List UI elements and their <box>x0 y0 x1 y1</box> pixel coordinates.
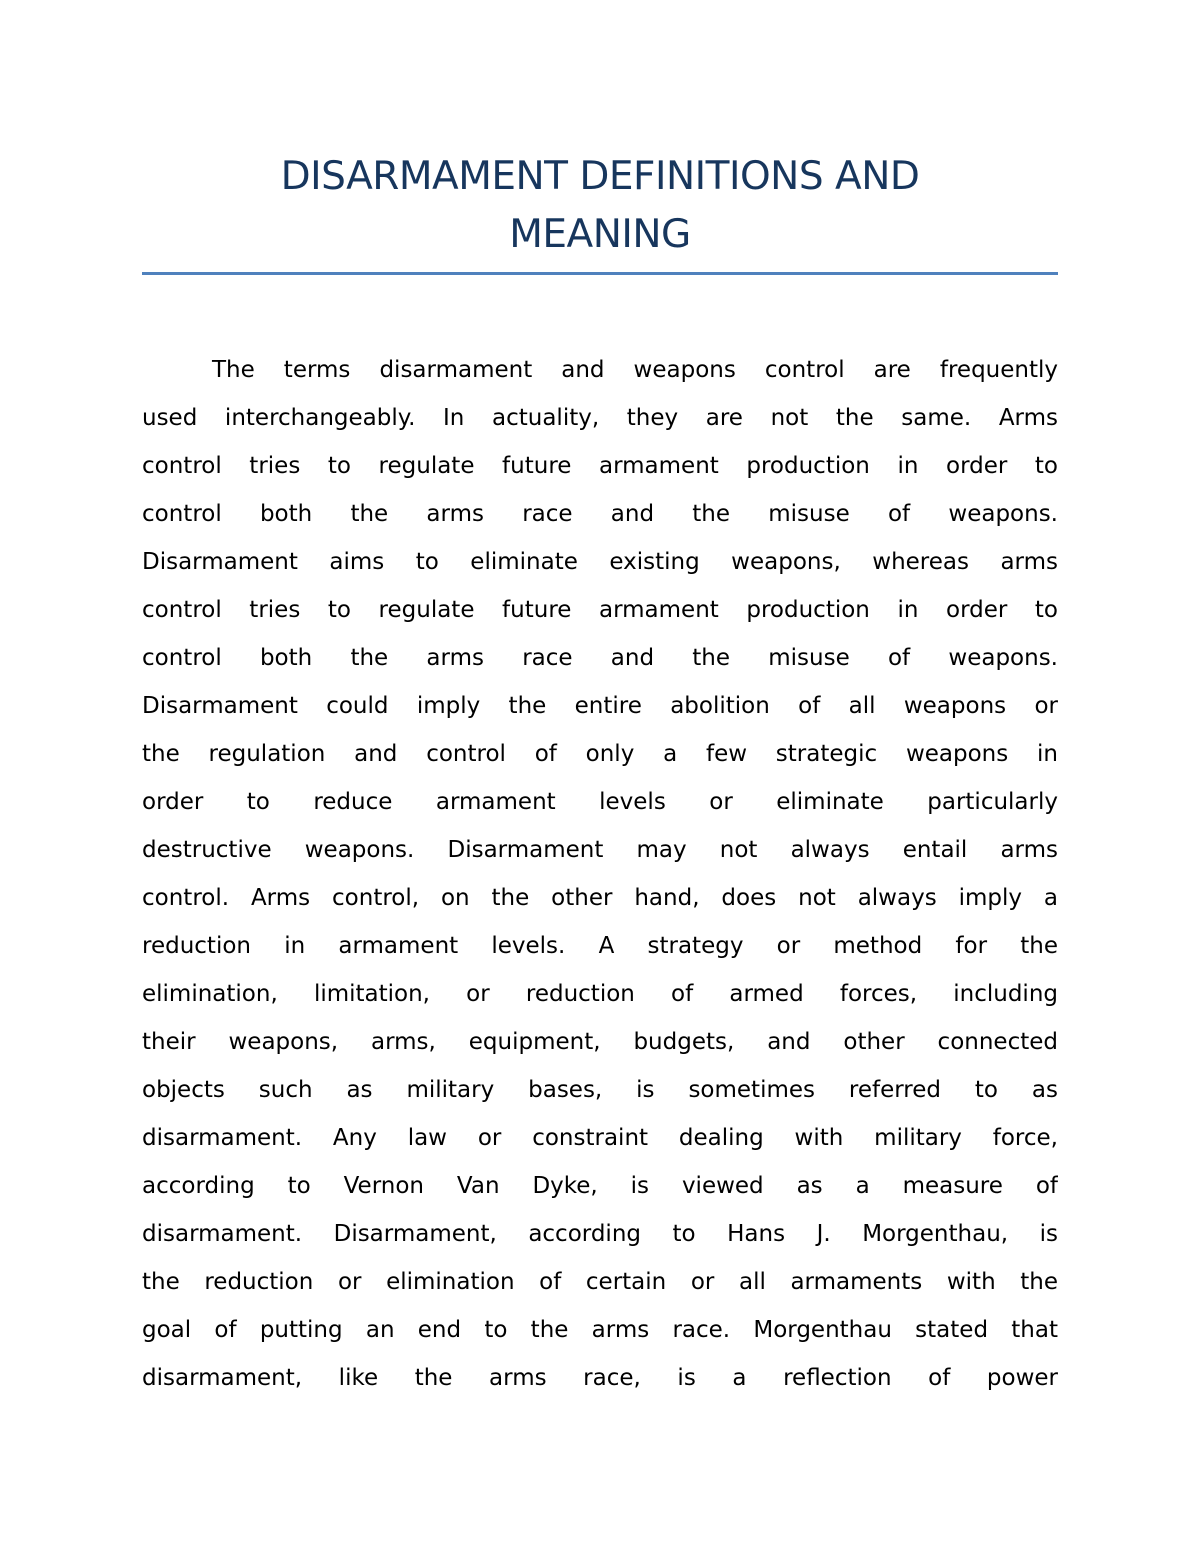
paragraph-line: control both the arms race and the misuse of weapons. <box>142 501 1058 527</box>
paragraph-line: objects such as military bases, is sometimes referred to as <box>142 1077 1058 1103</box>
title-line: DISARMAMENT DEFINITIONS AND <box>280 154 920 199</box>
paragraph-line: used interchangeably. In actuality, they are not the same. Arms <box>142 405 1058 431</box>
paragraph-line: control tries to regulate future armament production in order to <box>142 453 1058 479</box>
paragraph-line: goal of putting an end to the arms race. Morgenthau stated that <box>142 1317 1058 1343</box>
title-underline-divider <box>142 272 1058 275</box>
paragraph-line: according to Vernon Van Dyke, is viewed as a measure of <box>142 1173 1058 1199</box>
paragraph-line: disarmament, like the arms race, is a reflection of power <box>142 1365 1058 1391</box>
paragraph-line: Disarmament could imply the entire abolition of all weapons or <box>142 693 1058 719</box>
paragraph-line: their weapons, arms, equipment, budgets, and other connected <box>142 1029 1058 1055</box>
paragraph-line: elimination, limitation, or reduction of armed forces, including <box>142 981 1058 1007</box>
body-paragraph <box>142 346 1058 1402</box>
paragraph-line: control. Arms control, on the other hand, does not always imply a <box>142 885 1058 911</box>
paragraph-line: Disarmament aims to eliminate existing weapons, whereas arms <box>142 549 1058 575</box>
paragraph-line: disarmament. Disarmament, according to Hans J. Morgenthau, is <box>142 1221 1058 1247</box>
paragraph-line: reduction in armament levels. A strategy or method for the <box>142 933 1058 959</box>
paragraph-line: the regulation and control of only a few strategic weapons in <box>142 741 1058 767</box>
paragraph-line: control both the arms race and the misuse of weapons. <box>142 645 1058 671</box>
paragraph-line: destructive weapons. Disarmament may not always entail arms <box>142 837 1058 863</box>
paragraph-line: the reduction or elimination of certain or all armaments with the <box>142 1269 1058 1295</box>
paragraph-line: disarmament. Any law or constraint dealing with military force, <box>142 1125 1058 1151</box>
page-title <box>142 148 1058 264</box>
paragraph-line: The terms disarmament and weapons control are frequently <box>212 357 1058 383</box>
title-line: MEANING <box>509 212 691 257</box>
paragraph-line: order to reduce armament levels or eliminate particularly <box>142 789 1058 815</box>
paragraph-line: control tries to regulate future armament production in order to <box>142 597 1058 623</box>
